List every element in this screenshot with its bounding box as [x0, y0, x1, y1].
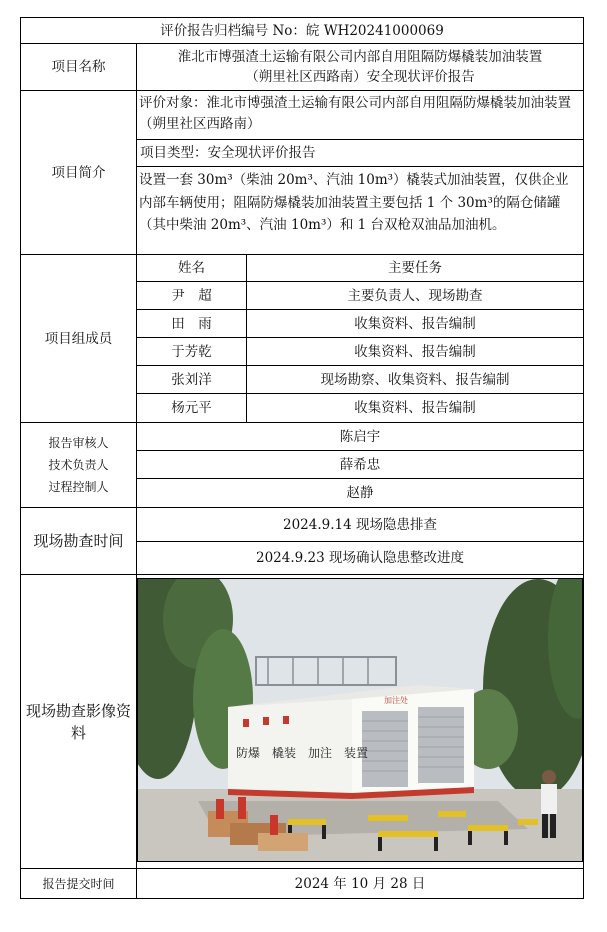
site-photo-label: 现场勘查影像资料 — [20, 574, 137, 869]
evaluation-object: 评价对象：淮北市博强渣土运输有限公司内部自用阻隔防爆橇装加油装置（朔里社区西路南） — [136, 90, 584, 140]
project-type: 项目类型：安全现状评价报告 — [136, 139, 584, 167]
member-task: 收集资料、报告编制 — [246, 393, 584, 423]
members-name-header: 姓名 — [136, 254, 247, 282]
review-roles — [20, 422, 137, 508]
project-name-line-2: （朔里社区西路南）安全现状评价报告 — [245, 69, 475, 85]
process-control-name: 赵静 — [136, 478, 584, 508]
member-name: 尹 超 — [136, 281, 247, 310]
member-name: 田 雨 — [136, 309, 247, 338]
process-control-role: 过程控制人 — [48, 480, 109, 494]
member-name: 于芳乾 — [136, 337, 247, 366]
inspection-entry: 2024.9.14 现场隐患排查 — [136, 507, 584, 542]
submission-date: 2024 年 10 月 28 日 — [136, 868, 584, 899]
members-label: 项目组成员 — [20, 254, 137, 423]
inspection-entry: 2024.9.23 现场确认隐患整改进度 — [136, 541, 584, 575]
member-name: 杨元平 — [136, 393, 247, 423]
member-task: 收集资料、报告编制 — [246, 337, 584, 366]
archive-number: 评价报告归档编号 No：皖 WH20241000069 — [20, 17, 584, 44]
tech-lead-name: 薛希忠 — [136, 450, 584, 479]
site-photo — [137, 578, 583, 862]
members-task-header: 主要任务 — [246, 254, 584, 282]
container-sign-text: 加注处 — [384, 696, 408, 705]
project-intro-label: 项目简介 — [20, 90, 137, 255]
inspection-time-label: 现场勘查时间 — [20, 507, 137, 575]
evaluation-report-form — [20, 17, 584, 899]
member-task: 现场勘察、收集资料、报告编制 — [246, 365, 584, 394]
submission-label: 报告提交时间 — [20, 868, 137, 899]
project-name-line-1: 淮北市博强渣土运输有限公司内部自用阻隔防爆橇装加油装置 — [177, 49, 543, 65]
member-name: 张刘洋 — [136, 365, 247, 394]
container-slogan-text: 防爆 橇装 加注 装置 — [236, 746, 369, 760]
project-name-label: 项目名称 — [20, 43, 137, 91]
reviewer-name: 陈启宇 — [136, 422, 584, 451]
tech-lead-role: 技术负责人 — [48, 458, 109, 472]
project-description: 设置一套 30m³（柴油 20m³、汽油 10m³）橇装式加油装置，仅供企业内部车辆使用；阻隔防爆橇装加油装置主要包括 1 个 30m³的隔仓储罐（其中柴油 20m³、汽油 10m³）和 1 台双枪双油品加油机。 — [136, 166, 584, 255]
member-task: 主要负责人、现场勘查 — [246, 281, 584, 310]
member-task: 收集资料、报告编制 — [246, 309, 584, 338]
project-name-value — [136, 43, 584, 91]
reviewer-role: 报告审核人 — [48, 436, 109, 450]
